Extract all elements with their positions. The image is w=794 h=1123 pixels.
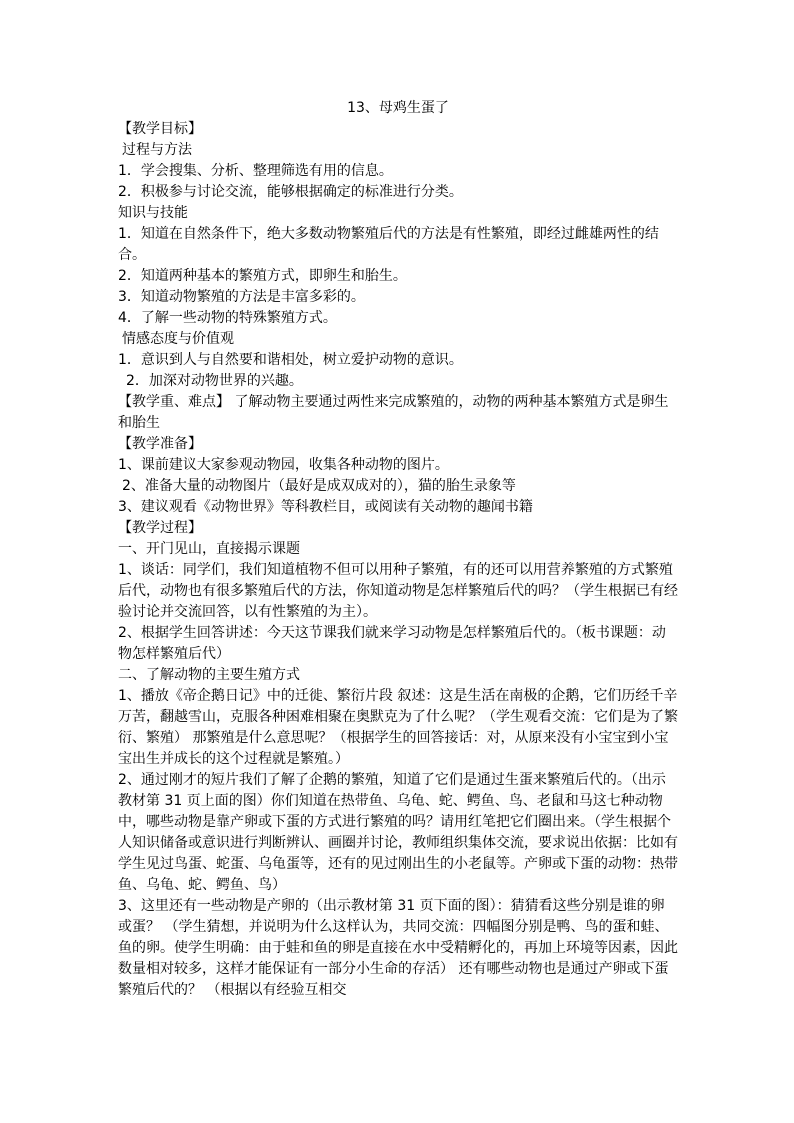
document-title: 13、母鸡生蛋了 — [347, 100, 449, 116]
objective-item: 1．意识到人与自然要和谐相处，树立爱护动物的意识。 — [118, 352, 463, 368]
section-heading-process: 【教学过程】 — [118, 520, 202, 536]
subheading-attitudes-values: 情感态度与价值观 — [122, 331, 234, 347]
preparation-item: 3、建议观看《动物世界》等科教栏目，或阅读有关动物的趣闻书籍 — [118, 499, 533, 515]
preparation-item: 2、准备大量的动物图片（最好是成双成对的），猫的胎生录象等 — [122, 478, 516, 494]
objective-item: 2．加深对动物世界的兴趣。 — [126, 373, 303, 389]
objective-item: 1．学会搜集、分析、整理筛选有用的信息。 — [118, 163, 393, 179]
process-paragraph: 2、根据学生回答讲述：今天这节课我们就来学习动物是怎样繁殖后代的。（板书课题：动物怎样繁殖后代） — [118, 625, 666, 662]
objective-item: 4．了解一些动物的特殊繁殖方式。 — [118, 310, 337, 326]
subheading-knowledge-skills: 知识与技能 — [118, 205, 188, 221]
subheading-process-methods: 过程与方法 — [122, 142, 192, 158]
objective-item: 2．知道两种基本的繁殖方式，即卵生和胎生。 — [118, 268, 407, 284]
objective-item: 3．知道动物繁殖的方法是丰富多彩的。 — [118, 289, 365, 305]
process-paragraph: 1、谈话：同学们，我们知道植物不但可以用种子繁殖，有的还可以用营养繁殖的方式繁殖后代，动物也有很多繁殖后代的方法，你知道动物是怎样繁殖后代的吗？（学生根据已有经验讨论并交流回答，以有性繁殖的为主）。 — [118, 562, 678, 620]
section-heading-preparation: 【教学准备】 — [118, 436, 202, 452]
objective-item: 1．知道在自然条件下，绝大多数动物繁殖后代的方法是有性繁殖，即经过雌雄两性的结合。 — [118, 226, 659, 263]
section-heading-objectives: 【教学目标】 — [118, 121, 202, 137]
process-part-heading: 二、了解动物的主要生殖方式 — [118, 667, 300, 683]
objective-item: 2．积极参与讨论交流，能够根据确定的标准进行分类。 — [118, 184, 463, 200]
document-page — [118, 98, 678, 1001]
preparation-item: 1、课前建议大家参观动物园，收集各种动物的图片。 — [118, 457, 449, 473]
process-part-heading: 一、开门见山，直接揭示课题 — [118, 541, 300, 557]
process-paragraph: 2、通过刚才的短片我们了解了企鹅的繁殖，知道了它们是通过生蛋来繁殖后代的。（出示教材第 31 页上面的图）你们知道在热带鱼、乌龟、蛇、鳄鱼、鸟、老鼠和马这七种动物中，哪些动物是靠产卵或下蛋的方式进行繁殖的吗？请用红笔把它们圈出来。（学生根据个人知识储备或意识进行判断辨认、画圈并讨论，教师组织集体交流，要求说出依据：比如有学生见过鸟蛋、蛇蛋、乌龟蛋等，还有的见过刚出生的小老鼠等。产卵或下蛋的动物：热带鱼、乌龟、蛇、鳄鱼、鸟） — [118, 772, 678, 893]
process-paragraph: 3、这里还有一些动物是产卵的（出示教材第 31 页下面的图）：猜猜看这些分别是谁的卵或蛋？ （学生猜想，并说明为什么这样认为，共同交流：四幅图分别是鸭、鸟的蛋和蛙、鱼的卵。使学生明确：由于蛙和鱼的卵是直接在水中受精孵化的，再加上环境等因素，因此数量相对较多，这样才能保证有一部分小生命的存活） 还有哪些动物也是通过产卵或下蛋繁殖后代的？ （根据以有经验互相交 — [118, 898, 678, 998]
section-key-difficulties: 【教学重、难点】 了解动物主要通过两性来完成繁殖的，动物的两种基本繁殖方式是卵生和胎生 — [118, 394, 669, 431]
process-paragraph: 1、播放《帝企鹅日记》中的迁徙、繁衍片段 叙述：这是生活在南极的企鹅，它们历经千辛万苦，翻越雪山，克服各种困难相聚在奥默克为了什么呢？（学生观看交流：它们是为了繁衍、繁殖） 那繁殖是什么意思呢？（根据学生的回答接话：对，从原来没有小宝宝到小宝宝出生并成长的这个过程就是繁殖。） — [118, 688, 678, 767]
